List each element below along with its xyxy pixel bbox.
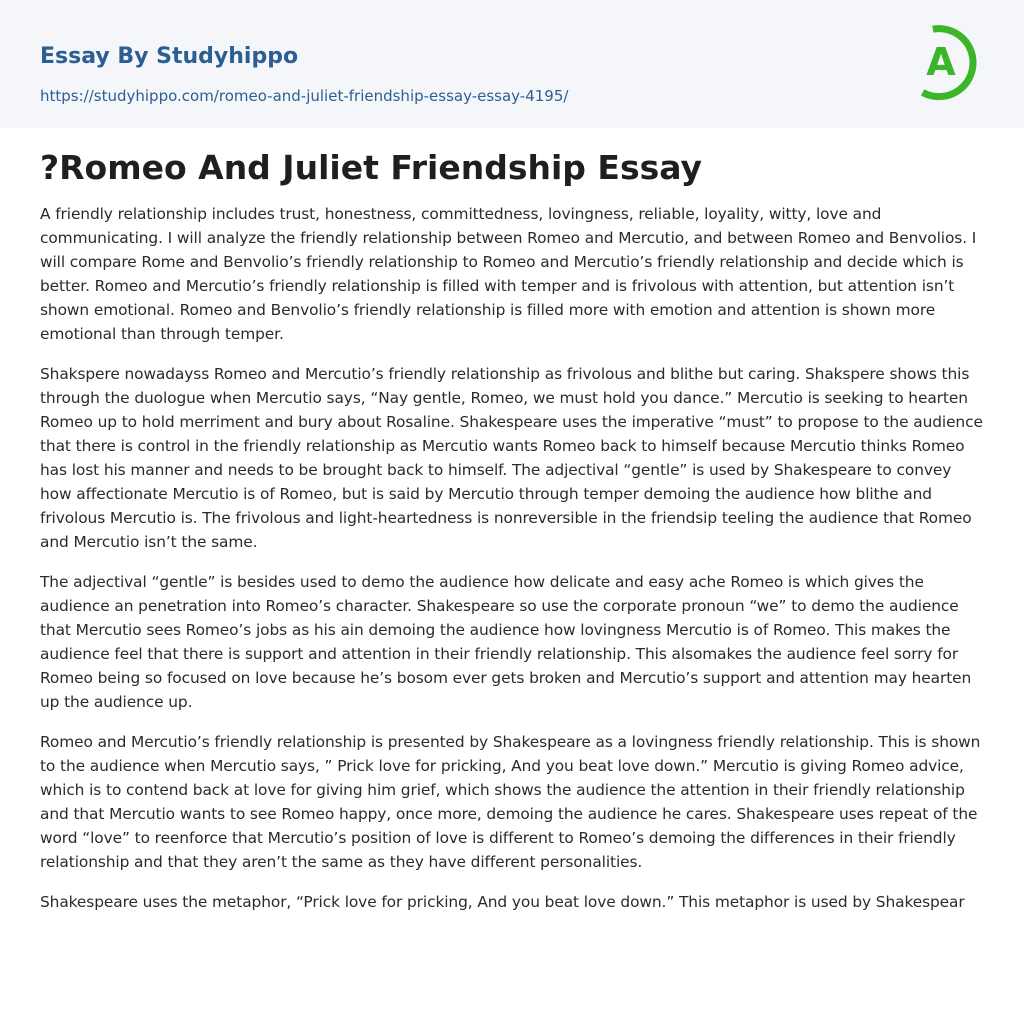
- site-brand[interactable]: Essay By Studyhippo: [40, 44, 299, 69]
- page-title: ?Romeo And Juliet Friendship Essay: [40, 148, 702, 187]
- article-paragraph: Shakespeare uses the metaphor, “Prick love for pricking, And you beat love down.” This metaphor is used by Shakespear: [40, 893, 965, 911]
- article-paragraph: A friendly relationship includes trust, honestness, committedness, lovingness, reliable, loyality, witty, love and communicating. I will analyze the friendly relationship between Romeo and Mercutio, and between Romeo and Benvolios. I will compare Rome and Benvolio’s friendly relationship to Romeo and Mercutio’s friendly relationship and decide which is better. Romeo and Mercutio’s friendly relationship is filled with temper and is frivolous with attention, but attention isn’t shown emotional. Romeo and Benvolio’s friendly relationship is filled more with emotion and attention is shown more emotional than through temper.: [40, 205, 977, 343]
- article: [0, 128, 1024, 914]
- article-paragraph: Shakspere nowadayss Romeo and Mercutio’s friendly relationship as frivolous and blithe but caring. Shakspere shows this through the duologue when Mercutio says, “Nay gentle, Romeo, we must hold you dance.” Mercutio is seeking to hearten Romeo up to hold merriment and bury about Rosaline. Shakespeare uses the imperative “must” to propose to the audience that there is control in the friendly relationship as Mercutio wants Romeo back to himself because Mercutio thinks Romeo has lost his manner and needs to be brought back to himself. The adjectival “gentle” is used by Shakespeare to convey how affectionate Mercutio is of Romeo, but is said by Mercutio through temper demoing the audience how blithe and frivolous Mercutio is. The frivolous and light-heartedness is nonreversible in the friendsip teeling the audience that Romeo and Mercutio isn’t the same.: [40, 365, 983, 551]
- article-paragraph: The adjectival “gentle” is besides used to demo the audience how delicate and easy ache Romeo is which gives the audience an penetration into Romeo’s character. Shakespeare so use the corporate pronoun “we” to demo the audience that Mercutio sees Romeo’s jobs as his ain demoing the audience how lovingness Mercutio is of Romeo. This makes the audience feel that there is support and attention in their friendly relationship. This alsomakes the audience feel sorry for Romeo being so focused on love because he’s bosom ever gets broken and Mercutio’s support and attention may hearten up the audience up.: [40, 573, 972, 711]
- site-header: [0, 0, 1024, 128]
- studyhippo-logo-icon[interactable]: [914, 18, 986, 106]
- page-url-link[interactable]: https://studyhippo.com/romeo-and-juliet-friendship-essay-essay-4195/: [40, 87, 569, 105]
- article-paragraph: Romeo and Mercutio’s friendly relationship is presented by Shakespeare as a lovingness friendly relationship. This is shown to the audience when Mercutio says, ” Prick love for pricking, And you beat love down.” Mercutio is giving Romeo advice, which is to contend back at love for giving him grief, which shows the audience the attention in their friendly relationship and that Mercutio wants to see Romeo happy, once more, demoing the audience he cares. Shakespeare uses repeat of the word “love” to reenforce that Mercutio’s position of love is different to Romeo’s demoing the differences in their friendly relationship and that they aren’t the same as they have different personalities.: [40, 733, 981, 871]
- logo-letter: A: [926, 40, 956, 84]
